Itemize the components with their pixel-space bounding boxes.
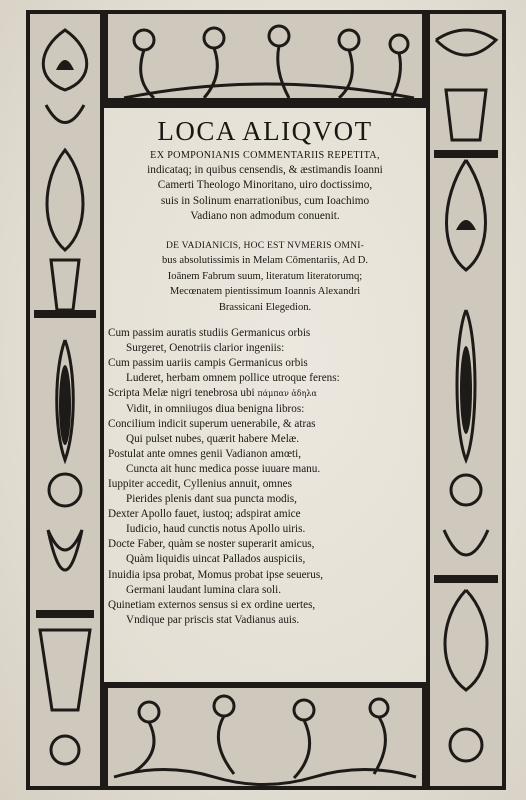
poem-line-text: Quàm liquidis uincat Pallados auspiciis, xyxy=(126,553,306,566)
poem-line-text: Pierides plenis dant sua puncta modis, xyxy=(126,493,297,506)
poem-line-text: Quinetiam externos sensus si ex ordine uertes, xyxy=(108,598,316,611)
candelabrum-ornament-icon xyxy=(426,10,506,790)
poem-line xyxy=(108,371,422,386)
left-border-woodcut xyxy=(26,10,104,790)
poem-line-text: Surgeret, Oenotriis clarior ingeniis: xyxy=(126,342,285,355)
poem-line xyxy=(108,386,422,401)
poem-line-text: Inuidia ipsa probat, Momus probat ipse seuerus, xyxy=(108,568,324,581)
subtitle-block xyxy=(108,148,422,224)
poem-line xyxy=(108,552,422,567)
poem-line xyxy=(108,356,422,371)
candelabrum-ornament-icon xyxy=(26,10,104,790)
subtitle-line: suis in Solinum enarrationibus, cum Ioachimo xyxy=(160,194,370,207)
bottom-border-woodcut xyxy=(104,682,426,790)
poem-line-text: Iudicio, haud cunctis notus Apollo uiris. xyxy=(126,523,306,536)
subtitle-line: indicataq; in quibus censendis, & æstimandis Ioanni xyxy=(147,164,383,177)
page-title: LOCA ALIQVOT xyxy=(157,116,373,146)
greek-phrase: πάμπαν ἀδηλα xyxy=(257,389,317,399)
poem-line-text: Vidit, in omniiugos diua benigna libros: xyxy=(126,402,305,415)
poem-line xyxy=(108,402,422,417)
poem-line xyxy=(108,462,422,477)
poem-line xyxy=(108,598,422,613)
poem-line-text: Dexter Apollo fauet, iustoq; adspirat amice xyxy=(108,508,301,521)
poem-line-text: Scripta Melæ nigri tenebrosa ubi xyxy=(108,387,255,400)
poem-line-text: Germani laudant lumina clara soli. xyxy=(126,583,282,596)
poem-line xyxy=(108,522,422,537)
poem-line xyxy=(108,613,422,628)
subtitle-line: EX POMPONIANIS COMMENTARIIS REPETITA, xyxy=(150,150,380,161)
poem-line xyxy=(108,341,422,356)
putti-frieze-icon xyxy=(104,10,426,108)
poem-line xyxy=(108,447,422,462)
right-border-woodcut xyxy=(426,10,506,790)
dedication-line: Ioānem Fabrum suum, literatum literatorumq; xyxy=(167,270,363,282)
elegy-poem xyxy=(108,326,422,628)
poem-line-text: Postulat ante omnes genii Vadianon amœti, xyxy=(108,447,302,460)
poem-line xyxy=(108,477,422,492)
dedication-line: Mecœnatem pientissimum Ioannis Alexandri xyxy=(169,286,361,298)
poem-line xyxy=(108,326,422,341)
poem-line-text: Iuppiter accedit, Cyllenius annuit, omnes xyxy=(108,477,292,490)
poem-line xyxy=(108,568,422,583)
poem-line xyxy=(108,583,422,598)
poem-line-text: Cuncta ait hunc medica posse iuuare manu. xyxy=(126,462,321,475)
poem-line-text: Docte Faber, quàm se noster superarit amicus, xyxy=(108,538,315,551)
poem-line-text: Cum passim auratis studiis Germanicus orbis xyxy=(108,327,311,340)
poem-line xyxy=(108,417,422,432)
poem-line xyxy=(108,432,422,447)
text-block xyxy=(108,116,422,676)
poem-line-text: Luderet, herbam omnem pollice utroque ferens: xyxy=(126,372,340,385)
dedication-line: Brassicani Elegedion. xyxy=(218,301,312,313)
dedication-line: DE VADIANICIS, HOC EST NVMERIS OMNI- xyxy=(165,240,365,252)
poem-line xyxy=(108,537,422,552)
subtitle-line: Vadiano non admodum conuenit. xyxy=(190,209,340,222)
top-border-woodcut xyxy=(104,10,426,108)
subtitle-line: Camerti Theologo Minoritano, uiro doctissimo, xyxy=(157,179,373,192)
poem-line-text: Cum passim uariis campis Germanicus orbis xyxy=(108,357,308,370)
poem-line-text: Qui pulset nubes, quærit habere Melæ. xyxy=(126,432,300,445)
poem-line-text: Vndique par priscis stat Vadianus auis. xyxy=(126,613,300,626)
dedication-block xyxy=(108,238,422,315)
sea-creatures-frieze-icon xyxy=(104,682,426,790)
poem-line xyxy=(108,507,422,522)
poem-line-text: Concilium indicit superum uenerabile, & atras xyxy=(108,417,316,430)
dedication-line: bus absolutissimis in Melam Cōmentariis, Ad D. xyxy=(162,255,368,267)
poem-line xyxy=(108,492,422,507)
